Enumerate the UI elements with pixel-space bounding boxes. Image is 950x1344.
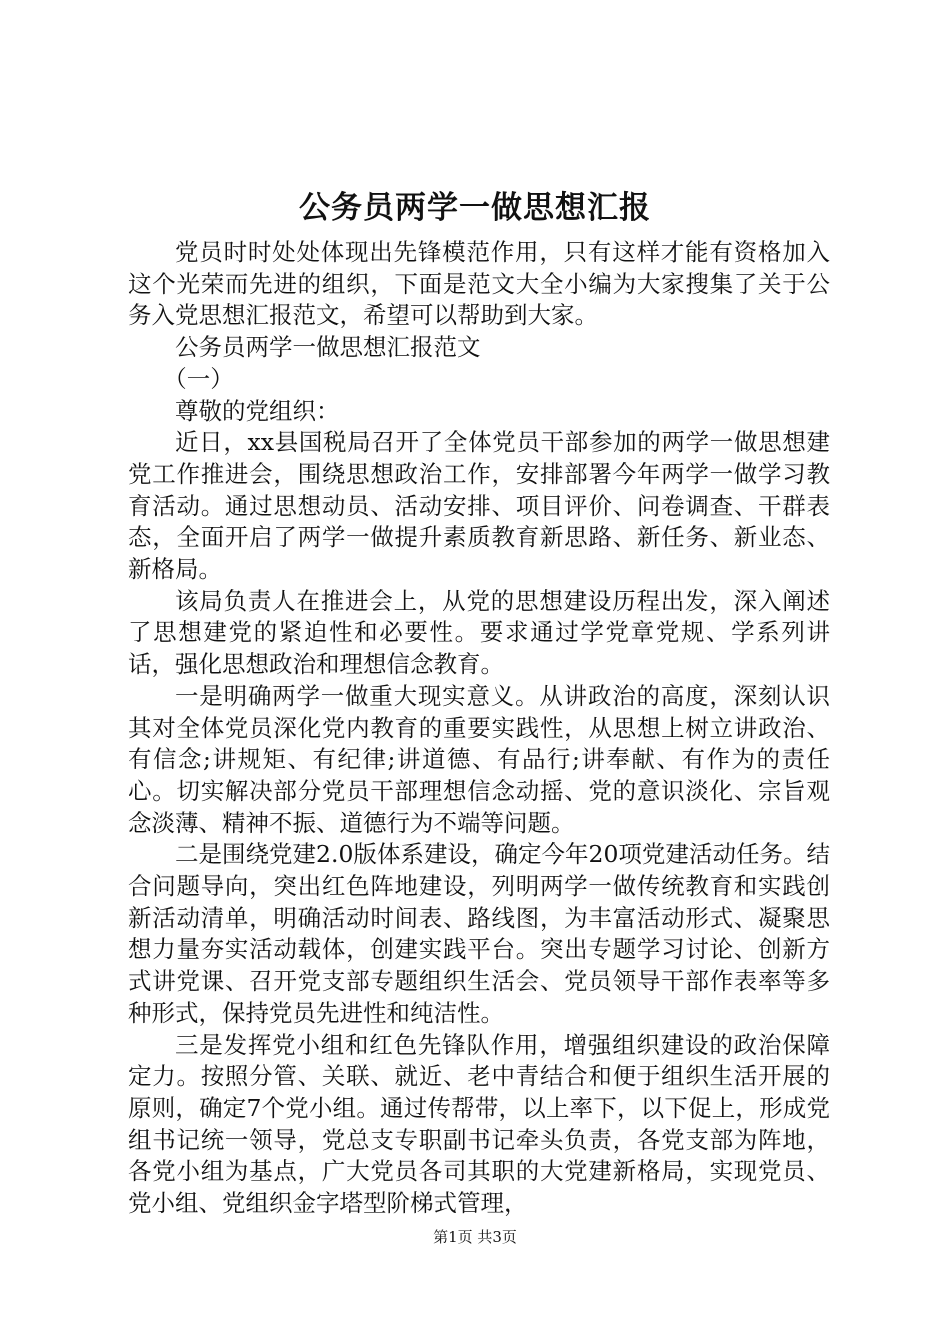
body-paragraph: 三是发挥党小组和红色先锋队作用，增强组织建设的政治保障定力。按照分管、关联、就近、老中青结合和便于组织生活开展的原则，确定7个党小组。通过传帮带，以上率下，以下促上，形成党组书记统一领导，党总支专职副书记牵头负责，各党支部为阵地，各党小组为基点，广大党员各司其职的大党建新格局，实现党员、党小组、党组织金字塔型阶梯式管理，: [128, 1030, 830, 1218]
body-paragraph: 一是明确两学一做重大现实意义。从讲政治的高度，深刻认识其对全体党员深化党内教育的重要实践性，从思想上树立讲政治、有信念;讲规矩、有纪律;讲道德、有品行;讲奉献、有作为的责任心。切实解决部分党员干部理想信念动摇、党的意识淡化、宗旨观念淡薄、精神不振、道德行为不端等问题。: [128, 681, 830, 837]
section-number: （一）: [163, 364, 234, 393]
body-paragraph: 近日，xx县国税局召开了全体党员干部参加的两学一做思想建党工作推进会，围绕思想政治工作，安排部署今年两学一做学习教育活动。通过思想动员、活动安排、项目评价、问卷调查、干群表态，全面开启了两学一做提升素质教育新思路、新任务、新业态、新格局。: [128, 428, 830, 584]
body-paragraph: 该局负责人在推进会上，从党的思想建设历程出发，深入阐述了思想建党的紧迫性和必要性。要求通过学党章党规、学系列讲话，强化思想政治和理想信念教育。: [128, 586, 830, 679]
page-footer: 第1页 共3页: [433, 1228, 517, 1246]
document-body: [128, 237, 830, 1220]
intro-paragraph: 党员时时处处体现出先锋模范作用，只有这样才能有资格加入这个光荣而先进的组织，下面是范文大全小编为大家搜集了关于公务入党思想汇报范文，希望可以帮助到大家。: [128, 238, 830, 330]
body-paragraph: 二是围绕党建2.0版体系建设，确定今年20项党建活动任务。结合问题导向，突出红色阵地建设，列明两学一做传统教育和实践创新活动清单，明确活动时间表、路线图，为丰富活动形式、凝聚思想力量夯实活动载体，创建实践平台。突出专题学习讨论、创新方式讲党课、召开党支部专题组织生活会、党员领导干部作表率等多种形式，保持党员先进性和纯洁性。: [128, 840, 830, 1027]
document-title: 公务员两学一做思想汇报: [299, 190, 651, 226]
salutation: 尊敬的党组织：: [175, 396, 340, 425]
subtitle-paragraph: 公务员两学一做思想汇报范文: [175, 333, 481, 362]
